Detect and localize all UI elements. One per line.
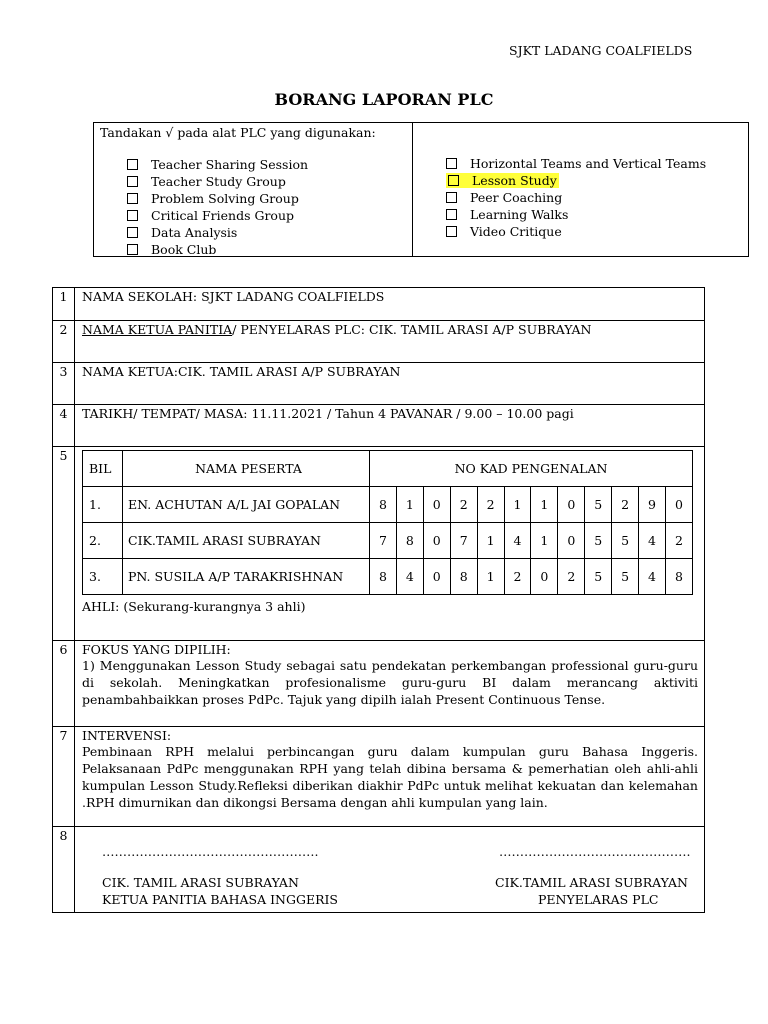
header-nama: NAMA PESERTA (123, 451, 370, 487)
ic-digit: 0 (423, 559, 450, 595)
plc-option: Problem Solving Group (127, 190, 308, 207)
ahli-note: AHLI: (Sekurang-kurangnya 3 ahli) (82, 599, 306, 614)
intervention-field (75, 727, 705, 827)
row-number: 5 (53, 447, 75, 641)
ic-digit: 2 (612, 487, 639, 523)
row-intervention (53, 727, 705, 827)
ic-digit: 1 (477, 523, 504, 559)
row-number: 4 (53, 405, 75, 447)
ic-digit: 4 (396, 559, 423, 595)
header-school-name: SJKT LADANG COALFIELDS (509, 43, 693, 58)
signature-line-left: ……………………………………………. (102, 844, 319, 859)
checkbox-icon[interactable] (127, 244, 138, 255)
row-school (53, 288, 705, 321)
ic-digit: 2 (450, 487, 477, 523)
row-number: 3 (53, 363, 75, 405)
signature-field (75, 827, 705, 913)
plc-option-selected (446, 172, 706, 189)
ic-digit: 0 (423, 487, 450, 523)
chair-field: NAMA KETUA:CIK. TAMIL ARASI A/P SUBRAYAN (75, 363, 705, 405)
plc-options-left (127, 156, 308, 258)
row-signatures (53, 827, 705, 913)
ic-digit: 1 (531, 523, 558, 559)
row-date-place (53, 405, 705, 447)
ic-digit: 7 (450, 523, 477, 559)
focus-field (75, 641, 705, 727)
signatory-right-name: CIK.TAMIL ARASI SUBRAYAN (495, 875, 688, 890)
signatory-left-role: KETUA PANITIA BAHASA INGGERIS (102, 892, 338, 907)
ic-digit: 5 (612, 523, 639, 559)
signatory-right-role: PENYELARAS PLC (538, 892, 659, 907)
checkbox-icon[interactable] (127, 193, 138, 204)
plc-option: Video Critique (446, 223, 706, 240)
row-participants (53, 447, 705, 641)
ic-digit: 8 (665, 559, 692, 595)
ic-digit: 5 (612, 559, 639, 595)
checkbox-icon[interactable] (446, 158, 457, 169)
focus-heading: FOKUS YANG DIPILIH: (82, 642, 231, 657)
participant-row (83, 523, 693, 559)
checkbox-icon[interactable] (127, 159, 138, 170)
signature-block (75, 827, 704, 911)
participant-bil: 3. (83, 559, 123, 595)
date-place-time-field: TARIKH/ TEMPAT/ MASA: 11.11.2021 / Tahun 4 PAVANAR / 9.00 – 10.00 pagi (75, 405, 705, 447)
plc-option: Horizontal Teams and Vertical Teams (446, 155, 706, 172)
coordinator-label: NAMA KETUA PANITIA (82, 322, 233, 337)
ic-digit: 7 (370, 523, 397, 559)
ic-digit: 5 (585, 523, 612, 559)
ic-digit: 4 (504, 523, 531, 559)
ic-digit: 1 (477, 559, 504, 595)
ic-digit: 1 (504, 487, 531, 523)
participants-header-row (83, 451, 693, 487)
checkbox-icon[interactable] (446, 209, 457, 220)
plc-option: Data Analysis (127, 224, 308, 241)
checkbox-icon[interactable] (127, 227, 138, 238)
coordinator-value: / PENYELARAS PLC: CIK. TAMIL ARASI A/P SUBRAYAN (232, 322, 592, 337)
row-chair (53, 363, 705, 405)
ic-digit: 4 (639, 523, 666, 559)
plc-tool-checklist (93, 122, 749, 257)
coordinator-field (75, 321, 705, 363)
row-number: 6 (53, 641, 75, 727)
ic-digit: 5 (585, 559, 612, 595)
row-number: 7 (53, 727, 75, 827)
participants-cell (75, 447, 705, 641)
ic-digit: 8 (450, 559, 477, 595)
participant-row (83, 559, 693, 595)
participant-row (83, 487, 693, 523)
checkbox-icon[interactable] (446, 226, 457, 237)
ic-digit: 2 (504, 559, 531, 595)
selected-highlight: Lesson Study (446, 173, 559, 188)
ic-digit: 1 (396, 487, 423, 523)
signatory-left-name: CIK. TAMIL ARASI SUBRAYAN (102, 875, 299, 890)
intervention-text: Pembinaan RPH melalui perbincangan guru dalam kumpulan guru Bahasa Inggeris. Pelaksanaan PdPc menggunakan RPH yang telah dibina bersama & pemerhatian oleh ahli-ahli kumpulan Lesson Study.Refleksi diberikan diakhir PdPc untuk melihat kekuatan dan kelemahan .RPH dimurnikan dan dikongsi Bersama dengan ahli kumpulan yang lain. (82, 744, 698, 810)
plc-options-right (446, 155, 706, 240)
ic-digit: 8 (370, 487, 397, 523)
participant-bil: 1. (83, 487, 123, 523)
ic-digit: 2 (558, 559, 585, 595)
ic-digit: 0 (665, 487, 692, 523)
ic-digit: 5 (585, 487, 612, 523)
plc-option: Teacher Sharing Session (127, 156, 308, 173)
ic-digit: 9 (639, 487, 666, 523)
checkbox-icon[interactable] (127, 210, 138, 221)
plc-option: Book Club (127, 241, 308, 258)
row-focus (53, 641, 705, 727)
ic-digit: 4 (639, 559, 666, 595)
ic-digit: 0 (558, 487, 585, 523)
ic-digit: 8 (396, 523, 423, 559)
row-number: 8 (53, 827, 75, 913)
checkbox-icon[interactable] (127, 176, 138, 187)
participant-name: EN. ACHUTAN A/L JAI GOPALAN (123, 487, 370, 523)
ic-digit: 1 (531, 487, 558, 523)
ic-digit: 8 (370, 559, 397, 595)
page-title: BORANG LAPORAN PLC (274, 90, 494, 109)
checklist-instruction: Tandakan √ pada alat PLC yang digunakan: (100, 125, 376, 140)
school-name-field: NAMA SEKOLAH: SJKT LADANG COALFIELDS (75, 288, 705, 321)
row-number: 2 (53, 321, 75, 363)
row-number: 1 (53, 288, 75, 321)
participant-name: CIK.TAMIL ARASI SUBRAYAN (123, 523, 370, 559)
header-bil: BIL (83, 451, 123, 487)
report-form-table (52, 287, 705, 913)
checklist-divider (412, 123, 413, 256)
plc-option: Learning Walks (446, 206, 706, 223)
participants-table (82, 450, 693, 595)
participant-name: PN. SUSILA A/P TARAKRISHNAN (123, 559, 370, 595)
plc-option: Peer Coaching (446, 189, 706, 206)
header-ic: NO KAD PENGENALAN (370, 451, 693, 487)
ic-digit: 0 (423, 523, 450, 559)
participant-bil: 2. (83, 523, 123, 559)
checkbox-icon[interactable] (446, 192, 457, 203)
plc-option: Critical Friends Group (127, 207, 308, 224)
signature-line-right: ………………………………………. (499, 844, 691, 859)
row-coordinator (53, 321, 705, 363)
ic-digit: 2 (477, 487, 504, 523)
ic-digit: 2 (665, 523, 692, 559)
plc-option: Teacher Study Group (127, 173, 308, 190)
ic-digit: 0 (531, 559, 558, 595)
focus-text: 1) Menggunakan Lesson Study sebagai satu pendekatan perkembangan professional guru-guru di sekolah. Meningkatkan profesionalisme guru-guru BI dalam merancang aktiviti penambahbaikkan proses PdPc. Tajuk yang dipilh ialah Present Continuous Tense. (82, 658, 698, 707)
checkbox-icon[interactable] (448, 175, 459, 186)
ic-digit: 0 (558, 523, 585, 559)
intervention-heading: INTERVENSI: (82, 728, 172, 743)
